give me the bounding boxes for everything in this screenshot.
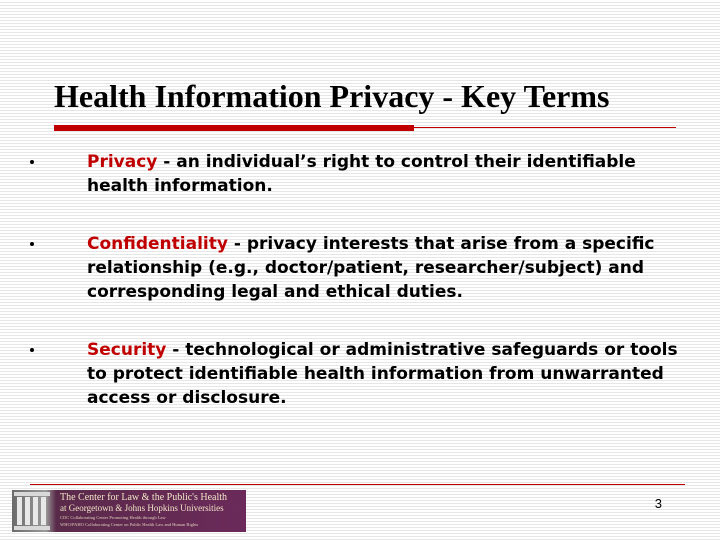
bullet-icon: [30, 160, 34, 164]
list-item-privacy: [30, 150, 690, 198]
columns-icon: [14, 492, 50, 530]
bullet-icon: [30, 348, 34, 352]
footer-divider: [30, 484, 685, 485]
definition-confidentiality: - privacy interests that arise from a specific relationship (e.g., doctor/patient, researcher/subject) and corresponding legal and ethical duties.: [87, 234, 655, 302]
term-privacy: Privacy: [87, 152, 158, 172]
definition-security: - technological or administrative safeguards or tools to protect identifiable health information from unwarranted access or disclosure.: [87, 340, 678, 408]
footer-logo: [12, 490, 246, 532]
term-confidentiality: Confidentiality: [87, 234, 228, 254]
definition-privacy: - an individual’s right to control their identifiable health information.: [87, 152, 636, 196]
term-security: Security: [87, 340, 167, 360]
title-underline-accent: [54, 125, 414, 131]
key-terms-list: [30, 150, 690, 410]
page-number: 3: [654, 496, 662, 511]
bullet-icon: [30, 242, 34, 246]
list-item-confidentiality: [30, 232, 690, 304]
logo-subtitle: at Georgetown & Johns Hopkins Universities: [60, 503, 224, 513]
logo-title: The Center for Law & the Public's Health: [60, 492, 228, 503]
logo-caption-1: CDC Collaborating Center Promoting Health through Law: [60, 515, 166, 520]
slide-title: Health Information Privacy - Key Terms: [54, 78, 610, 114]
list-item-security: [30, 338, 690, 410]
title-underline: [54, 127, 676, 128]
logo-caption-2: WHO/PAHO Collaborating Center on Public Health Law and Human Rights: [60, 522, 199, 527]
